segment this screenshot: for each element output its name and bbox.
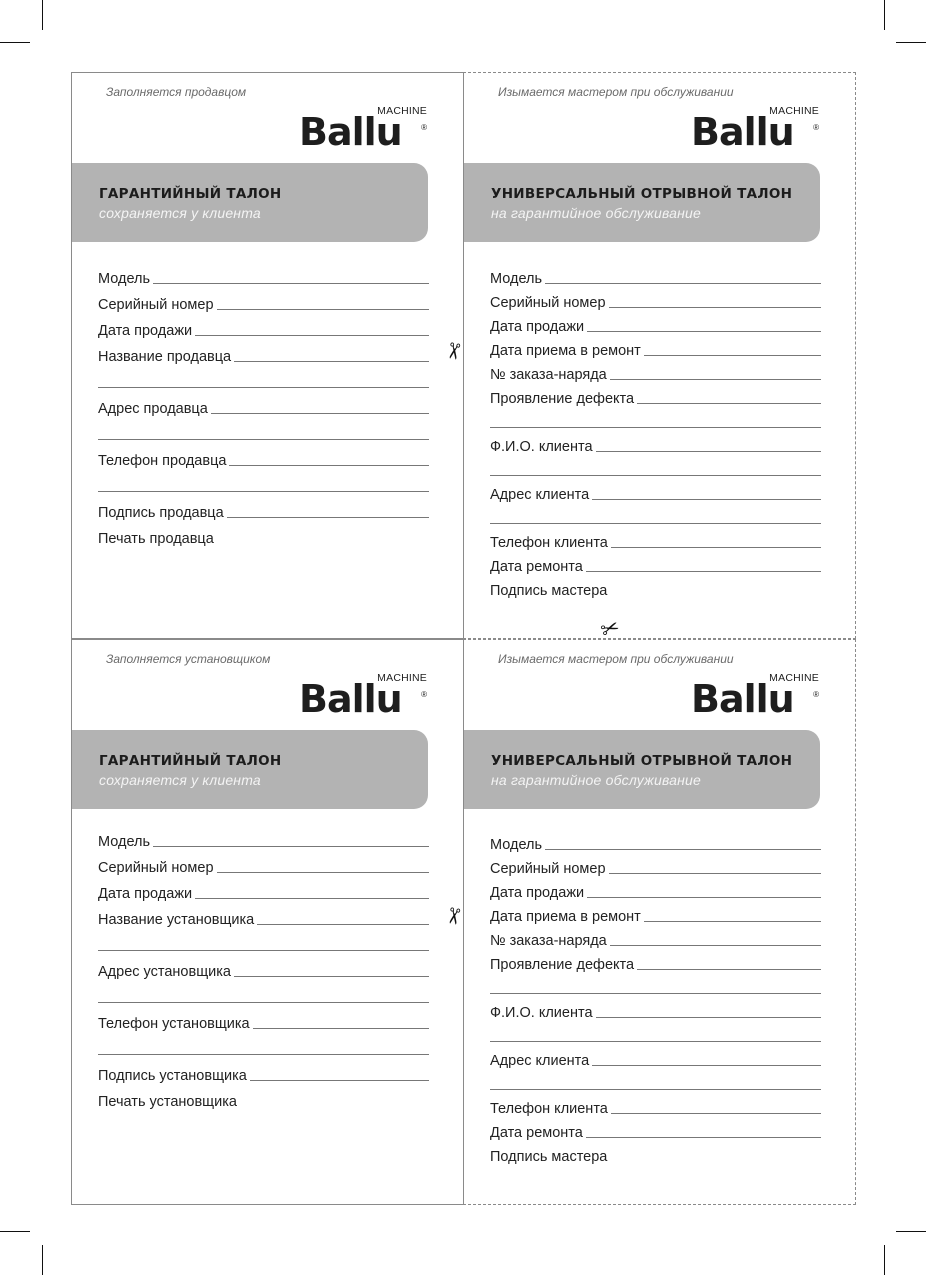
card-hint: Заполняется установщиком (106, 652, 271, 666)
crop-mark (884, 1245, 885, 1275)
form-field[interactable]: Дата продажи (98, 876, 429, 902)
signature-label: Подпись мастера (490, 583, 608, 599)
form-field[interactable]: Телефон установщика (98, 1006, 429, 1032)
stamp-label: Печать продавца (98, 531, 214, 547)
service-tearoff-card (463, 639, 856, 1205)
crop-mark (896, 42, 926, 43)
form-fields (98, 261, 429, 547)
card-title-band (72, 730, 428, 809)
form-field-continuation[interactable] (98, 417, 429, 443)
form-field-continuation[interactable] (98, 980, 429, 1006)
form-field[interactable]: Адрес клиента (490, 1045, 821, 1069)
form-field[interactable]: Телефон клиента (490, 527, 821, 551)
form-field[interactable]: Ф.И.О. клиента (490, 997, 821, 1021)
card-title-band (464, 163, 820, 242)
form-field-continuation[interactable] (490, 1021, 821, 1045)
form-field[interactable]: Проявление дефекта (490, 949, 821, 973)
scissors-icon: ✂ (597, 613, 623, 644)
form-field[interactable]: Название установщика (98, 902, 429, 928)
form-field[interactable]: Телефон клиента (490, 1093, 821, 1117)
form-field[interactable]: Телефон продавца (98, 443, 429, 469)
ballu-logo: Ballu MACHINE ® (299, 672, 427, 721)
form-field-continuation[interactable] (98, 928, 429, 954)
form-field[interactable]: Модель (98, 261, 429, 287)
form-field[interactable]: Дата продажи (98, 313, 429, 339)
crop-mark (896, 1231, 926, 1232)
card-subtitle: на гарантийное обслуживание (491, 772, 702, 788)
form-fields (490, 829, 821, 1165)
form-field[interactable]: № заказа-наряда (490, 359, 821, 383)
form-field[interactable]: Серийный номер (490, 287, 821, 311)
crop-mark (42, 1245, 43, 1275)
form-fields (98, 824, 429, 1110)
card-hint: Изымается мастером при обслуживании (498, 85, 734, 99)
form-field[interactable]: Подпись установщика (98, 1058, 429, 1084)
crop-mark (884, 0, 885, 30)
form-field[interactable]: Адрес продавца (98, 391, 429, 417)
card-hint: Изымается мастером при обслуживании (498, 652, 734, 666)
form-field[interactable]: Модель (490, 829, 821, 853)
seller-warranty-card (71, 72, 468, 639)
card-title: ГАРАНТИЙНЫЙ ТАЛОН (99, 186, 282, 202)
form-fields (490, 263, 821, 599)
form-field[interactable]: Дата приема в ремонт (490, 901, 821, 925)
form-field-continuation[interactable] (490, 407, 821, 431)
form-field[interactable]: Модель (490, 263, 821, 287)
crop-mark (42, 0, 43, 30)
form-field-continuation[interactable] (98, 469, 429, 495)
form-field[interactable]: Название продавца (98, 339, 429, 365)
card-title-band (72, 163, 428, 242)
form-field-continuation[interactable] (98, 365, 429, 391)
scissors-icon: ✂ (439, 904, 468, 928)
form-field[interactable]: Серийный номер (98, 850, 429, 876)
signature-label: Подпись мастера (490, 1149, 608, 1165)
card-title: ГАРАНТИЙНЫЙ ТАЛОН (99, 753, 282, 769)
installer-warranty-card (71, 639, 468, 1205)
form-field[interactable]: Адрес клиента (490, 479, 821, 503)
form-field[interactable]: Дата ремонта (490, 551, 821, 575)
ballu-logo: Ballu MACHINE ® (691, 105, 819, 154)
form-field-continuation[interactable] (490, 503, 821, 527)
card-title: УНИВЕРСАЛЬНЫЙ ОТРЫВНОЙ ТАЛОН (491, 753, 793, 769)
form-field[interactable]: Серийный номер (98, 287, 429, 313)
form-field[interactable]: Дата продажи (490, 311, 821, 335)
card-subtitle: сохраняется у клиента (99, 772, 261, 788)
crop-mark (0, 42, 30, 43)
form-field[interactable]: Дата ремонта (490, 1117, 821, 1141)
form-field-continuation[interactable] (490, 973, 821, 997)
form-field-continuation[interactable] (98, 1032, 429, 1058)
form-field[interactable]: Проявление дефекта (490, 383, 821, 407)
form-field-continuation[interactable] (490, 1069, 821, 1093)
form-field[interactable]: Подпись продавца (98, 495, 429, 521)
form-field[interactable]: Модель (98, 824, 429, 850)
ballu-logo: Ballu MACHINE ® (299, 105, 427, 154)
form-field[interactable]: Адрес установщика (98, 954, 429, 980)
stamp-label: Печать установщика (98, 1094, 237, 1110)
form-field[interactable]: Серийный номер (490, 853, 821, 877)
card-subtitle: на гарантийное обслуживание (491, 205, 702, 221)
form-field[interactable]: Ф.И.О. клиента (490, 431, 821, 455)
service-tearoff-card (463, 72, 856, 639)
crop-mark (0, 1231, 30, 1232)
form-field-continuation[interactable] (490, 455, 821, 479)
scissors-icon: ✂ (439, 339, 468, 363)
form-field[interactable]: Дата продажи (490, 877, 821, 901)
card-title: УНИВЕРСАЛЬНЫЙ ОТРЫВНОЙ ТАЛОН (491, 186, 793, 202)
card-title-band (464, 730, 820, 809)
card-subtitle: сохраняется у клиента (99, 205, 261, 221)
form-field[interactable]: № заказа-наряда (490, 925, 821, 949)
form-field[interactable]: Дата приема в ремонт (490, 335, 821, 359)
card-hint: Заполняется продавцом (106, 85, 247, 99)
ballu-logo: Ballu MACHINE ® (691, 672, 819, 721)
